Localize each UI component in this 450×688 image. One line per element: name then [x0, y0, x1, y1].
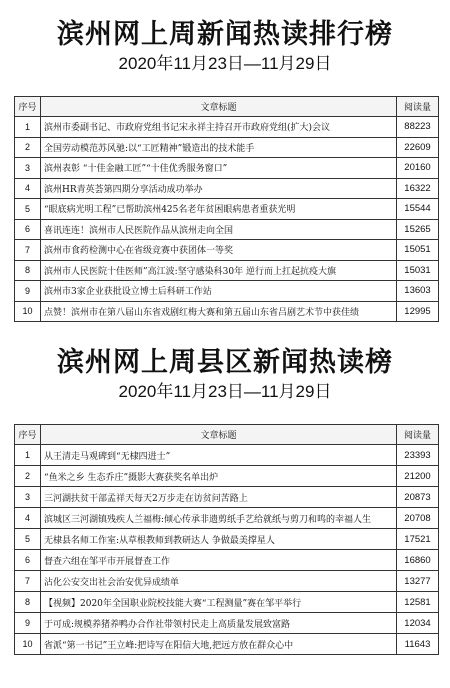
table-row [15, 487, 439, 508]
table-row [15, 508, 439, 529]
rank-cell: 3 [15, 158, 41, 179]
read-count-cell: 20873 [397, 487, 439, 508]
read-count-cell: 17521 [397, 529, 439, 550]
table-row [15, 466, 439, 487]
article-title-cell[interactable]: 滨州市委副书记、市政府党组书记宋永祥主持召开市政府党组(扩大)会议 [41, 117, 397, 138]
article-title-cell[interactable]: “眼底病光明工程”已帮助滨州425名老年贫困眼病患者重获光明 [41, 199, 397, 220]
article-title-cell[interactable]: 滨州市食药检测中心在省级竞赛中获团体一等奖 [41, 240, 397, 261]
rank-cell: 5 [15, 199, 41, 220]
table-row [15, 529, 439, 550]
table-row [15, 178, 439, 199]
read-count-cell: 15265 [397, 219, 439, 240]
table-row [15, 445, 439, 466]
header-no: 序号 [15, 425, 41, 445]
table-row [15, 613, 439, 634]
rank-cell: 2 [15, 466, 41, 487]
header-reads: 阅读量 [397, 425, 439, 445]
read-count-cell: 15031 [397, 260, 439, 281]
article-title-cell[interactable]: 省派“第一书记”王立峰:把诗写在阳信大地,把远方放在群众心中 [41, 634, 397, 655]
article-title-cell[interactable]: 点赞！滨州市在第八届山东省戏剧红梅大赛和第五届山东省吕剧艺术节中获佳绩 [41, 301, 397, 322]
read-count-cell: 23393 [397, 445, 439, 466]
table-row [15, 158, 439, 179]
rank-cell: 9 [15, 281, 41, 302]
read-count-cell: 12581 [397, 592, 439, 613]
rank-cell: 10 [15, 301, 41, 322]
rank-cell: 10 [15, 634, 41, 655]
header-title: 文章标题 [41, 97, 397, 117]
article-title-cell[interactable]: “鱼米之乡 生态乔庄”摄影大赛获奖名单出炉 [41, 466, 397, 487]
table-row [15, 571, 439, 592]
article-title-cell[interactable]: 滨州市3家企业获批设立博士后科研工作站 [41, 281, 397, 302]
table-row [15, 634, 439, 655]
article-title-cell[interactable]: 全国劳动模范苏风驰:以“工匠精神”锻造出的技术能手 [41, 137, 397, 158]
read-count-cell: 15544 [397, 199, 439, 220]
rank-cell: 5 [15, 529, 41, 550]
table-row [15, 281, 439, 302]
table-row [15, 592, 439, 613]
rank-cell: 1 [15, 445, 41, 466]
article-title-cell[interactable]: 喜讯连连！滨州市人民医院作品从滨州走向全国 [41, 219, 397, 240]
article-title-cell[interactable]: 三河湖扶贫干部孟祥天每天2万步走在访贫问苦路上 [41, 487, 397, 508]
rank-cell: 2 [15, 137, 41, 158]
rank-cell: 3 [15, 487, 41, 508]
read-count-cell: 16860 [397, 550, 439, 571]
header-no: 序号 [15, 97, 41, 117]
rank-cell: 1 [15, 117, 41, 138]
table-row [15, 240, 439, 261]
article-title-cell[interactable]: 滨城区三河湖镇残疾人兰福梅:倾心传承非遗剪纸手艺给就纸与剪刀和鸣的幸福人生 [41, 508, 397, 529]
read-count-cell: 15051 [397, 240, 439, 261]
section1-title: 滨州网上周新闻热读排行榜 [57, 19, 393, 50]
article-title-cell[interactable]: 滨州HR青英荟第四期分享活动成功举办 [41, 178, 397, 199]
read-count-cell: 16322 [397, 178, 439, 199]
read-count-cell: 88223 [397, 117, 439, 138]
section2-date-range: 2020年11月23日—11月29日 [118, 382, 332, 401]
table-row [15, 137, 439, 158]
rank-cell: 4 [15, 178, 41, 199]
read-count-cell: 21200 [397, 466, 439, 487]
article-title-cell[interactable]: 滨州市人民医院十佳医师”高江波:坚守感染科30年 逆行而上扛起抗疫大旗 [41, 260, 397, 281]
read-count-cell: 22609 [397, 137, 439, 158]
rank-cell: 4 [15, 508, 41, 529]
article-title-cell[interactable]: 于可成:规模养猪养鸭办合作社带领村民走上高质量发展致富路 [41, 613, 397, 634]
rank-cell: 6 [15, 219, 41, 240]
table-row [15, 301, 439, 322]
section1-date-range: 2020年11月23日—11月29日 [118, 54, 332, 73]
read-count-cell: 20160 [397, 158, 439, 179]
rank-cell: 7 [15, 571, 41, 592]
table-row [15, 219, 439, 240]
rank-cell: 9 [15, 613, 41, 634]
header-title: 文章标题 [41, 425, 397, 445]
rank-cell: 8 [15, 592, 41, 613]
table-row [15, 260, 439, 281]
article-title-cell[interactable]: 【视频】2020年全国职业院校技能大赛“工程测量”赛在邹平举行 [41, 592, 397, 613]
section2-ranking-table [14, 424, 439, 655]
article-title-cell[interactable]: 无棣县名师工作室:从草根教师到教研达人 争做最美撑星人 [41, 529, 397, 550]
read-count-cell: 12995 [397, 301, 439, 322]
rank-cell: 7 [15, 240, 41, 261]
section1-ranking-table [14, 96, 439, 322]
read-count-cell: 13277 [397, 571, 439, 592]
article-title-cell[interactable]: 沾化公安交出社会治安优异成绩单 [41, 571, 397, 592]
rank-cell: 8 [15, 260, 41, 281]
read-count-cell: 13603 [397, 281, 439, 302]
article-title-cell[interactable]: 从王清走马观碑到“无棣四进士” [41, 445, 397, 466]
read-count-cell: 12034 [397, 613, 439, 634]
read-count-cell: 11643 [397, 634, 439, 655]
table-row [15, 199, 439, 220]
table-row [15, 117, 439, 138]
rank-cell: 6 [15, 550, 41, 571]
article-title-cell[interactable]: 滨州表彰 “十佳金融工匠”“十佳优秀服务窗口” [41, 158, 397, 179]
table-row [15, 550, 439, 571]
read-count-cell: 20708 [397, 508, 439, 529]
article-title-cell[interactable]: 督查六组在邹平市开展督查工作 [41, 550, 397, 571]
header-reads: 阅读量 [397, 97, 439, 117]
section2-title: 滨州网上周县区新闻热读榜 [57, 347, 393, 378]
